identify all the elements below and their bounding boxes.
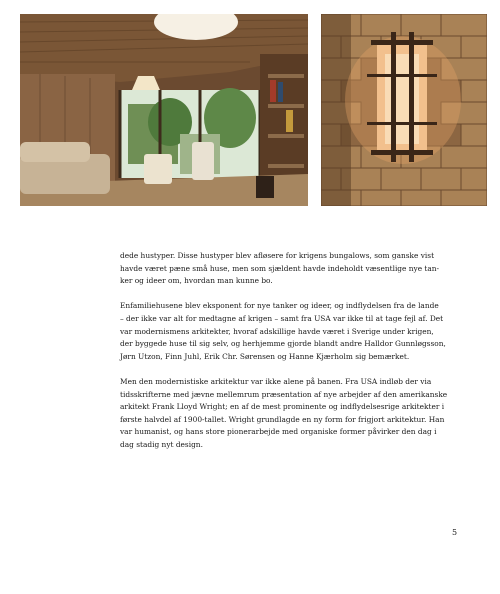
living-room-photo <box>20 14 308 206</box>
text-line: dag stadig nyt design. <box>120 439 203 449</box>
text-line: Men den modernistiske arkitektur var ikke alene på banen. Fra USA indløb der via <box>120 376 432 386</box>
text-line: første halvdel af 1900-tallet. Wright grundlagde en ny form for frigjort arkitektur. Han <box>120 414 445 424</box>
paragraph-2 <box>120 300 465 363</box>
body-text <box>120 250 465 464</box>
text-line: var humanist, og hans store pionerarbejde med organiske former påvirker den dag i <box>120 427 437 437</box>
wall-lamp-photo <box>321 14 487 206</box>
text-line: Jørn Utzon, Finn Juhl, Erik Chr. Sørensen og Hanne Kjærholm sig bemærket. <box>120 351 410 361</box>
text-line: tidsskrifterne med jævne mellemrum præsentation af nye arbejder af den amerikanske <box>120 389 448 399</box>
text-line: ker og ideer om, hvordan man kunne bo. <box>120 276 273 286</box>
text-line: Enfamiliehusene blev eksponent for nye tanker og ideer, og indflydelsen fra de lande <box>120 301 439 311</box>
page-number: 5 <box>452 528 458 537</box>
text-line: der byggede huse til sig selv, og herhjemme gjorde blandt andre Halldor Gunnløgsson, <box>120 339 446 349</box>
paragraph-1 <box>120 250 465 288</box>
text-line: var modernismens arkitekter, hvoraf adskillige havde været i Sverige under krigen, <box>120 326 434 336</box>
text-line: – der ikke var alt for medtagne af krigen – samt fra USA var ikke til at tage fejl af. Det <box>120 313 444 323</box>
paragraph-3 <box>120 376 465 452</box>
text-line: dede hustyper. Disse hustyper blev afløsere for krigens bungalows, som ganske vist <box>120 251 435 260</box>
text-line: arkitekt Frank Lloyd Wright; en af de mest prominente og indflydelsesrige arkitekter i <box>120 402 445 412</box>
text-line: havde været pæne små huse, men som sjældent havde indeholdt væsentlige nye tan- <box>120 263 440 273</box>
